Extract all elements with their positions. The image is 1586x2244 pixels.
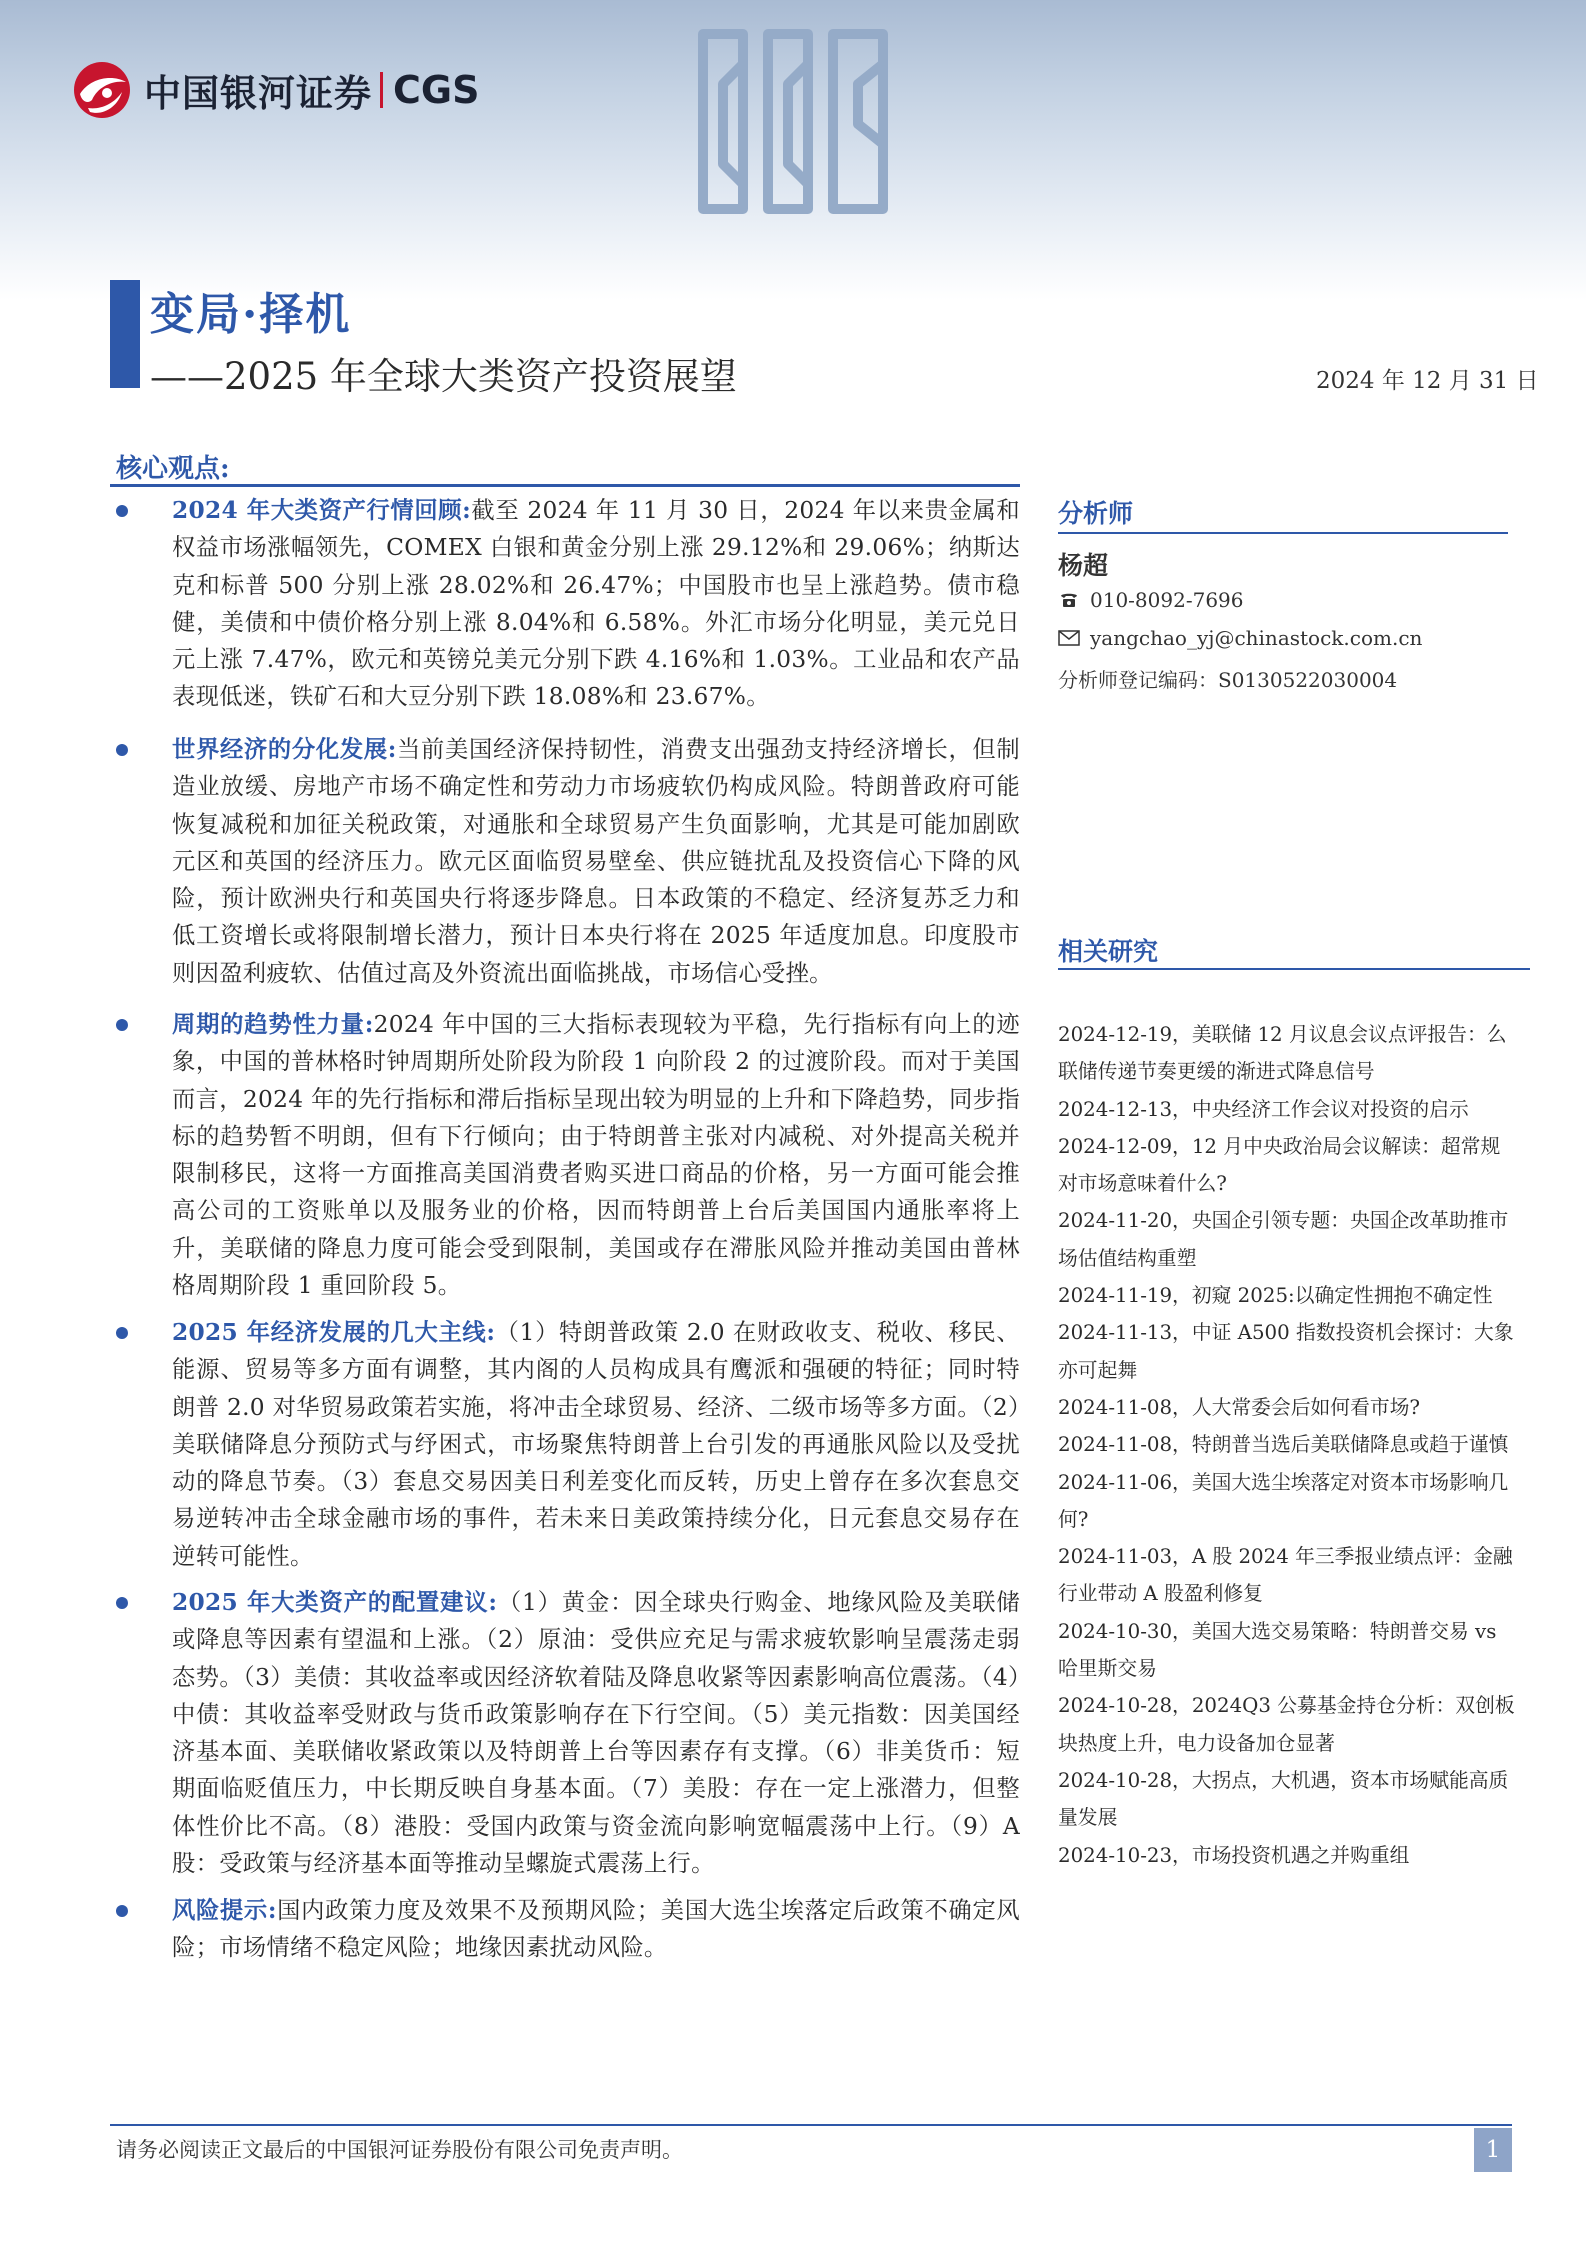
report-subtitle: ——2025 年全球大类资产投资展望 bbox=[150, 355, 737, 398]
core-point-market-review bbox=[172, 492, 1020, 716]
analyst-email-line bbox=[1058, 626, 1422, 650]
bullet-icon bbox=[116, 1905, 128, 1917]
logo-chinese-name: 中国银河证券 bbox=[144, 72, 372, 115]
analyst-registration: 分析师登记编码：S0130522030004 bbox=[1058, 668, 1398, 692]
bullet-icon bbox=[116, 505, 128, 517]
logo-english-name: CGS bbox=[393, 68, 480, 112]
related-research-divider bbox=[1058, 968, 1530, 970]
core-point-risk bbox=[172, 1892, 1020, 1967]
email-icon bbox=[1058, 630, 1080, 646]
related-research-item[interactable]: 2024-12-19，美联储 12 月议息会议点评报告：么联储传递节奏更缓的渐进式降息信号 bbox=[1058, 1023, 1507, 1084]
core-point-text: 截至 2024 年 11 月 30 日，2024 年以来贵金属和权益市场涨幅领先，COMEX 白银和黄金分别上涨 29.12%和 29.06%；纳斯达克和标普 500 分别上涨 28.02%和 26.47%；中国股市也呈上涨趋势。债市稳健，美债和中债价格分别上涨 8.04%和 6.58%。外汇市场分化明显，美元兑日元上涨 7.47%，欧元和英镑兑美元分别下跌 4.16%和 1.03%。工业品和农产品表现低迷，铁矿石和大豆分别下跌 18.08%和 23.67%。 bbox=[172, 497, 1020, 711]
report-title: 变局·择机 bbox=[150, 289, 352, 340]
related-research-item[interactable]: 2024-10-28，大拐点，大机遇，资本市场赋能高质量发展 bbox=[1058, 1768, 1509, 1830]
related-research-item[interactable]: 2024-10-30，美国大选交易策略：特朗普交易 vs 哈里斯交易 bbox=[1058, 1619, 1497, 1681]
related-research-item[interactable]: 2024-11-13，中证 A500 指数投资机会探讨：大象亦可起舞 bbox=[1058, 1321, 1514, 1382]
core-point-world-economy bbox=[172, 731, 1020, 992]
core-point-lead: 周期的趋势性力量: bbox=[172, 1011, 374, 1038]
footer-disclaimer: 请务必阅读正文最后的中国银河证券股份有限公司免责声明。 bbox=[116, 2138, 683, 2162]
page-number: 1 bbox=[1474, 2128, 1512, 2172]
related-research-item[interactable]: 2024-12-09，12 月中央政治局会议解读：超常规对市场意味着什么? bbox=[1058, 1134, 1501, 1196]
analyst-phone-line bbox=[1058, 588, 1244, 612]
related-research-title: 相关研究 bbox=[1058, 937, 1159, 966]
analyst-phone: 010-8092-7696 bbox=[1090, 588, 1244, 612]
logo-separator bbox=[380, 72, 383, 108]
core-point-text: （1）黄金：因全球央行购金、地缘风险及美联储或降息等因素有望温和上涨。（2）原油：受供应充足与需求疲软影响呈震荡走弱态势。（3）美债：其收益率或因经济软着陆及降息收紧等因素影响高位震荡。（4）中债：其收益率受财政与货币政策影响存在下行空间。（5）美元指数：因美国经济基本面、美联储收紧政策以及特朗普上台等因素存有支撑。（6）非美货币：短期面临贬值压力，中长期反映自身基本面。（7）美股：存在一定上涨潜力，但整体性价比不高。（8）港股：受国内政策与资金流向影响宽幅震荡中上行。（9）A 股：受政策与经济基本面等推动呈螺旋式震荡上行。 bbox=[172, 1589, 1020, 1878]
related-research-item[interactable]: 2024-11-06，美国大选尘埃落定对资本市场影响几何? bbox=[1058, 1470, 1509, 1531]
related-research-item[interactable]: 2024-11-03，A 股 2024 年三季报业绩点评：金融行业带动 A 股盈利修复 bbox=[1058, 1545, 1513, 1606]
core-point-lead: 2025 年经济发展的几大主线: bbox=[172, 1319, 496, 1346]
core-point-lead: 2024 年大类资产行情回顾: bbox=[172, 497, 472, 524]
core-point-2025-mainlines bbox=[172, 1314, 1020, 1575]
related-research-item[interactable]: 2024-11-19，初窥 2025:以确定性拥抱不确定性 bbox=[1058, 1284, 1493, 1308]
core-views-label: 核心观点: bbox=[116, 454, 230, 484]
core-point-allocation bbox=[172, 1584, 1020, 1882]
analyst-email[interactable]: yangchao_yj@chinastock.com.cn bbox=[1090, 626, 1423, 650]
footer-divider bbox=[110, 2124, 1512, 2126]
related-research-item[interactable]: 2024-11-20，央国企引领专题：央国企改革助推市场估值结构重塑 bbox=[1058, 1209, 1509, 1270]
core-point-text: （1）特朗普政策 2.0 在财政收支、税收、移民、能源、贸易等多方面有调整，其内阁的人员构成具有鹰派和强硬的特征；同时特朗普 2.0 对华贸易政策若实施，将冲击全球贸易、经济、二级市场等多方面。（2）美联储降息分预防式与纾困式，市场聚焦特朗普上台引发的再通胀风险以及受扰动的降息节奏。（3）套息交易因美日利差变化而反转，历史上曾存在多次套息交易逆转冲击全球金融市场的事件，若未来日美政策持续分化，日元套息交易存在逆转可能性。 bbox=[172, 1319, 1020, 1570]
analyst-section-title: 分析师 bbox=[1058, 499, 1134, 528]
bullet-icon bbox=[116, 1597, 128, 1609]
core-point-text: 当前美国经济保持韧性，消费支出强劲支持经济增长，但制造业放缓、房地产市场不确定性和劳动力市场疲软仍构成风险。特朗普政府可能恢复减税和加征关税政策，对通胀和全球贸易产生负面影响，尤其是可能加剧欧元区和英国的经济压力。欧元区面临贸易壁垒、供应链扰乱及投资信心下降的风险，预计欧洲央行和英国央行将逐步降息。日本政策的不稳定、经济复苏乏力和低工资增长或将限制增长潜力，预计日本央行将在 2025 年适度加息。印度股市则因盈利疲软、估值过高及外资流出面临挑战，市场信心受挫。 bbox=[172, 736, 1020, 987]
analyst-divider bbox=[1058, 532, 1508, 534]
related-research-item[interactable]: 2024-11-08，特朗普当选后美联储降息或趋于谨慎 bbox=[1058, 1433, 1509, 1457]
report-date: 2024 年 12 月 31 日 bbox=[1316, 368, 1539, 394]
core-point-lead: 世界经济的分化发展: bbox=[172, 736, 397, 763]
bullet-icon bbox=[116, 744, 128, 756]
analyst-name: 杨超 bbox=[1058, 551, 1109, 580]
related-research-list bbox=[1058, 1016, 1518, 1874]
bullet-icon bbox=[116, 1019, 128, 1031]
cgs-logo-icon bbox=[72, 60, 132, 120]
core-point-lead: 风险提示: bbox=[172, 1897, 277, 1924]
core-views-divider bbox=[110, 484, 1020, 487]
core-point-cycle-trend bbox=[172, 1006, 1020, 1304]
core-point-lead: 2025 年大类资产的配置建议: bbox=[172, 1589, 498, 1616]
cgs-watermark-graphic bbox=[688, 24, 898, 224]
related-research-item[interactable]: 2024-11-08，人大常委会后如何看市场? bbox=[1058, 1395, 1421, 1419]
core-point-text: 2024 年中国的三大指标表现较为平稳，先行指标有向上的迹象，中国的普林格时钟周期所处阶段为阶段 1 向阶段 2 的过渡阶段。而对于美国而言，2024 年的先行指标和滞后指标呈现出较为明显的上升和下降趋势，同步指标的趋势暂不明朗，但有下行倾向；由于特朗普主张对内减税、对外提高关税并限制移民，这将一方面推高美国消费者购买进口商品的价格，另一方面可能会推高公司的工资账单以及服务业的价格，因而特朗普上台后美国国内通胀率将上升，美联储的降息力度可能会受到限制，美国或存在滞胀风险并推动美国由普林格周期阶段 1 重回阶段 5。 bbox=[172, 1011, 1020, 1300]
bullet-icon bbox=[116, 1327, 128, 1339]
phone-icon bbox=[1058, 591, 1080, 609]
related-research-item[interactable]: 2024-10-28，2024Q3 公募基金持仓分析：双创板块热度上升，电力设备加仓显著 bbox=[1058, 1694, 1515, 1755]
related-research-item[interactable]: 2024-10-23，市场投资机遇之并购重组 bbox=[1058, 1843, 1410, 1867]
related-research-item[interactable]: 2024-12-13，中央经济工作会议对投资的启示 bbox=[1058, 1097, 1469, 1121]
core-point-text: 国内政策力度及效果不及预期风险；美国大选尘埃落定后政策不确定风险；市场情绪不稳定风险；地缘因素扰动风险。 bbox=[172, 1897, 1020, 1962]
title-accent-bar bbox=[110, 280, 140, 388]
company-logo bbox=[72, 60, 479, 120]
